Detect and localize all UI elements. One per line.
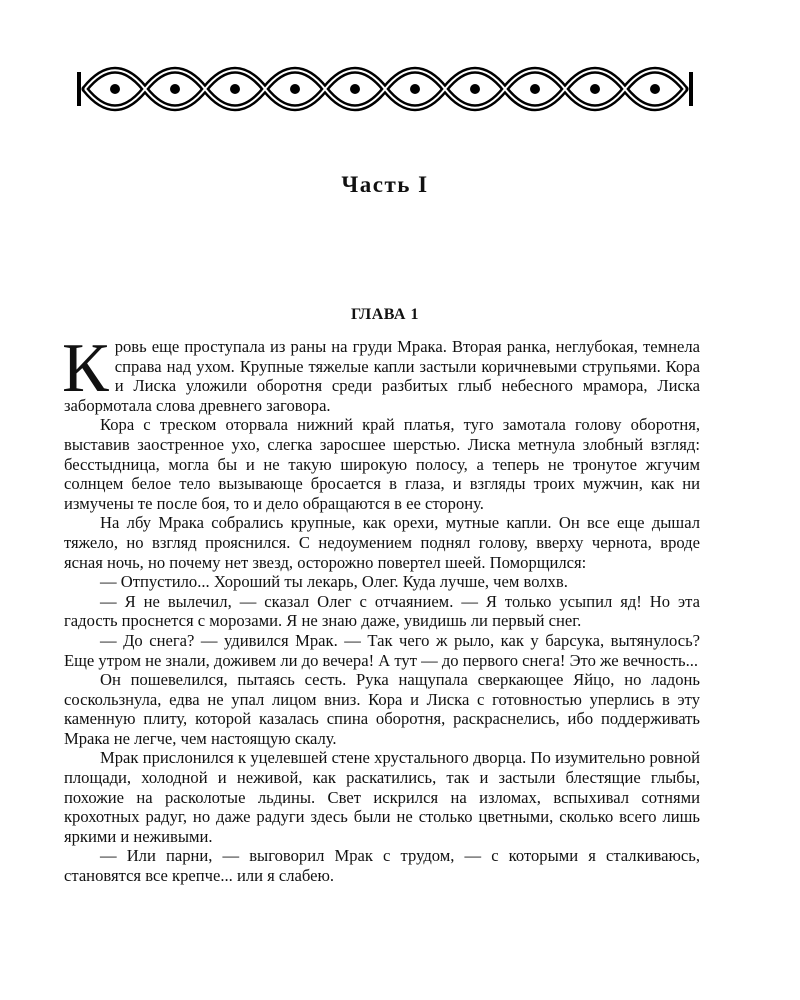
celtic-knot-ornament <box>75 62 695 116</box>
chapter-title: ГЛАВА 1 <box>351 306 419 323</box>
paragraph: Кровь еще проступала из раны на груди Мрака. Вторая ранка, неглубокая, темнела справа над ухом. Крупные тяжелые капли застыли коричневыми струпьями. Кора и Лиска уложили оборотня среди разбитых глыб небесного мрамора, Лиска забормотала слова древнего заговора. <box>62 330 700 415</box>
paragraph: — Отпустило... Хороший ты лекарь, Олег. Куда лучше, чем волхв. <box>100 572 568 592</box>
paragraph: — До снега? — удивился Мрак. — Так чего ж рыло, как у барсука, вытянулось? Еще утром не знали, доживем ли до вечера! А тут — до первого снега! Это же вечность... <box>64 630 700 670</box>
paragraph: Он пошевелился, пытаясь сесть. Рука нащупала сверкающее Яйцо, но ладонь соскользнула, едва не упал лицом вниз. Кора и Лиска с готовностью уперлись в эту каменную плиту, которой казалась спина оборотня, раскраснелись, ибо поддерживать Мрака не легче, чем настоящую скалу. <box>64 670 700 748</box>
part-title: Часть I <box>341 172 429 197</box>
paragraph: Мрак прислонился к уцелевшей стене хрустального дворца. По изумительно ровной площади, холодной и неживой, как раскатились, так и застыли блестящие глыбы, похожие на расколотые льдины. Свет искрился на изломах, вспыхивал сотнями крохотных радуг, но даже радуги здесь были не столько цветными, сколько всего лишь яркими и неживыми. <box>64 748 700 846</box>
drop-cap: К <box>62 330 109 407</box>
paragraph: — Или парни, — выговорил Мрак с трудом, — с которыми я сталкиваюсь, становятся все крепче... или я слабею. <box>64 846 700 886</box>
paragraph: Кора с треском оторвала нижний край платья, туго замотала голову оборотня, выставив заостренное ухо, слегка заросшее шерстью. Лиска метнула злобный взгляд: бесстыдница, могла бы и не такую широкую полосу, а теперь не тронутое жгучим солнцем белое тело вызывающе бросается в глаза, и взгляды троих мужчин, как ни измучены те после боя, то и дело обращаются в ее сторону. <box>64 415 700 513</box>
paragraph: На лбу Мрака собрались крупные, как орехи, мутные капли. Он все еще дышал тяжело, но взгляд прояснился. С недоумением поднял голову, вверху чернота, вроде ясная ночь, но почему нет звезд, осторожно повертел шеей. Поморщился: <box>64 513 700 572</box>
paragraph: — Я не вылечил, — сказал Олег с отчаянием. — Я только усыпил яд! Но эта гадость проснется с морозами. Я не знаю даже, увидишь ли первый снег. <box>64 591 700 631</box>
chapter-text <box>62 330 700 886</box>
